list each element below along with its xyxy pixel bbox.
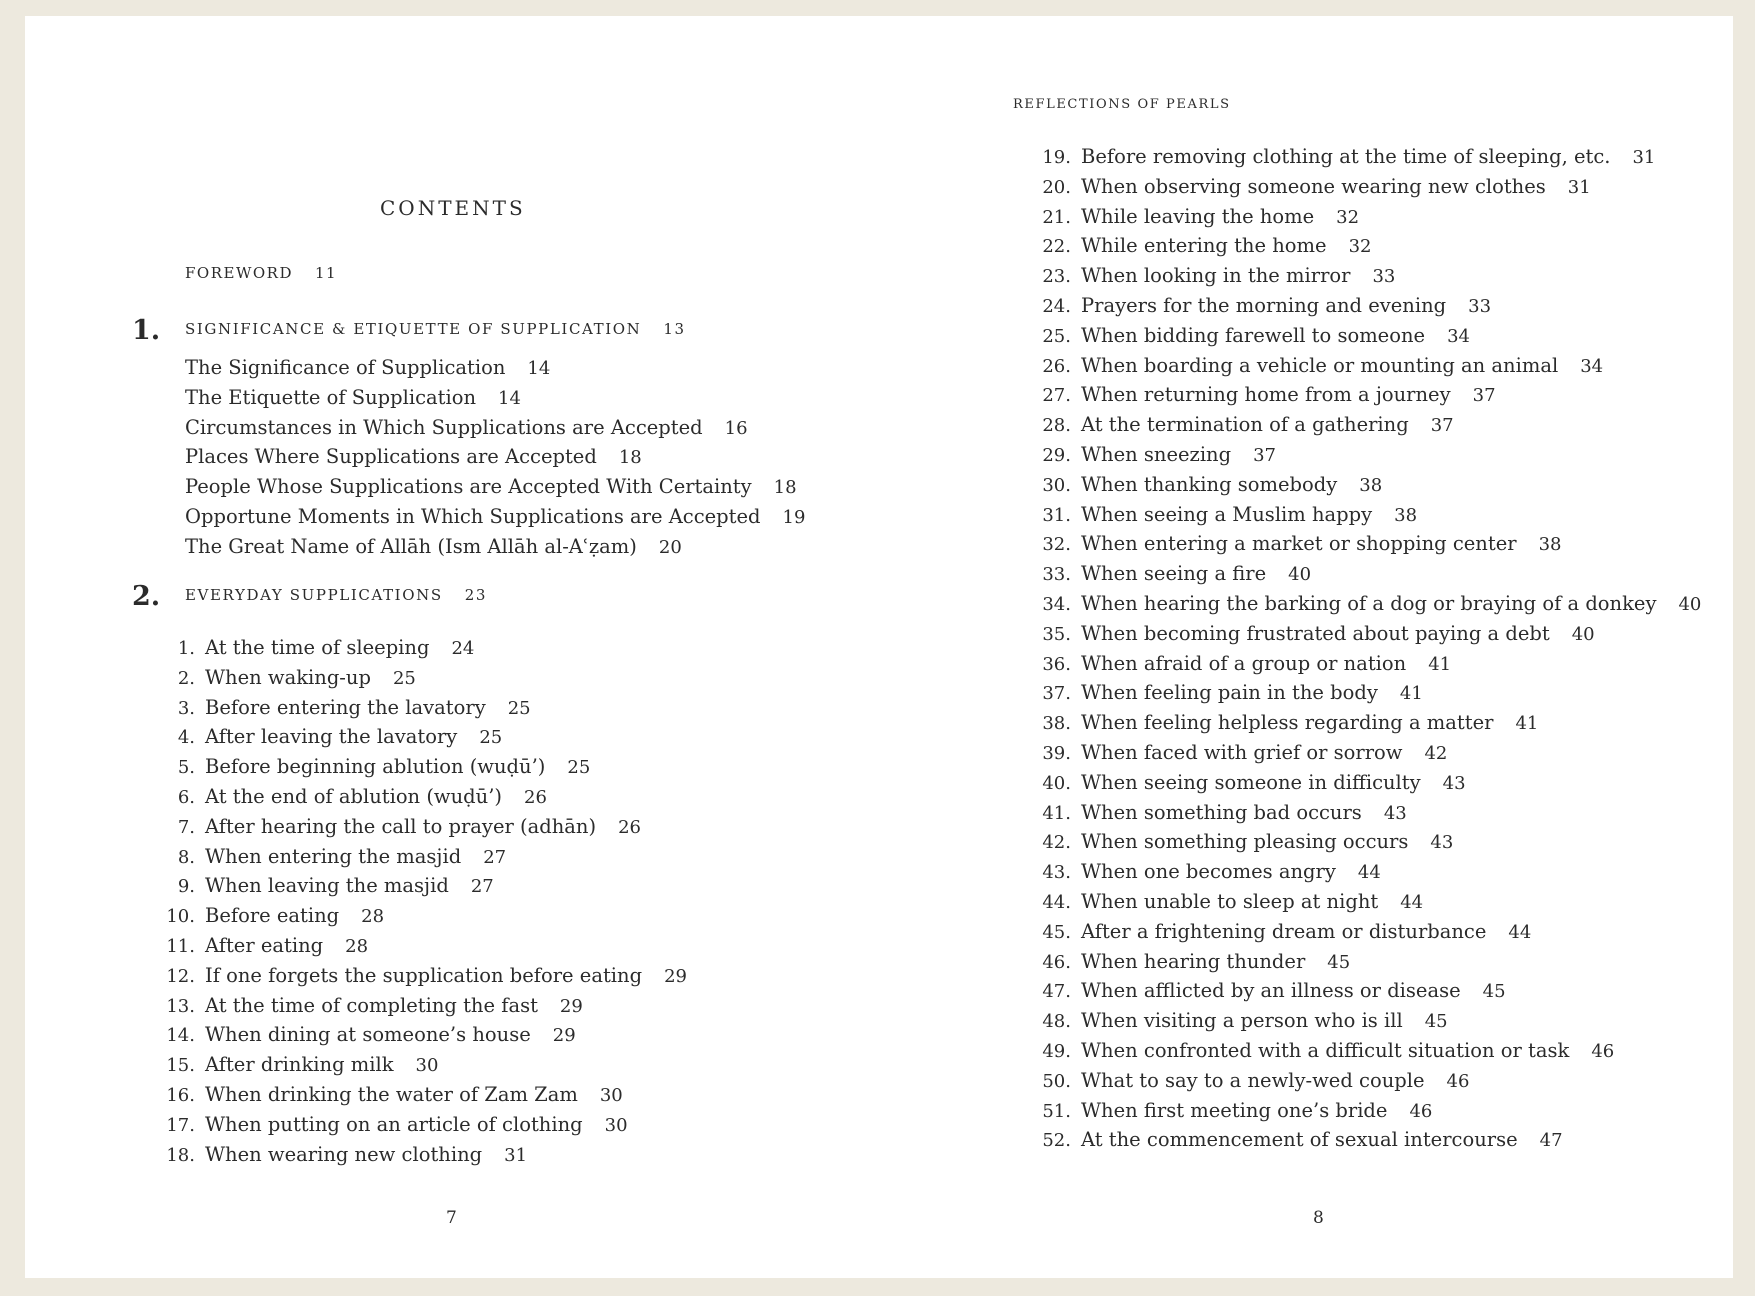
entry-number: 40. — [1042, 772, 1071, 794]
entry-page: 26 — [524, 786, 547, 808]
entry-page: 32 — [1348, 236, 1372, 258]
entry-page: 41 — [1515, 713, 1539, 735]
entry-title: When hearing thunder — [1081, 949, 1306, 973]
toc-entry — [155, 752, 687, 782]
entry-page: 44 — [1357, 862, 1381, 884]
toc-entry — [1031, 351, 1701, 381]
entry-page: 38 — [1538, 534, 1562, 556]
entry-number: 41. — [1042, 802, 1071, 824]
toc-entry — [155, 693, 687, 723]
entry-number: 52. — [1042, 1130, 1071, 1152]
toc-entry — [1031, 976, 1701, 1006]
entry-number: 1. — [177, 638, 195, 659]
entry-number: 34. — [1042, 593, 1071, 615]
entry-number: 7. — [177, 816, 195, 838]
toc-entry — [155, 991, 687, 1021]
entry-title: When thanking somebody — [1081, 472, 1338, 496]
entry-number: 3. — [177, 697, 195, 719]
entry-title: After eating — [205, 933, 324, 957]
entry-title: When feeling helpless regarding a matter — [1081, 711, 1494, 735]
entry-page: 27 — [483, 846, 507, 868]
entry-title: When seeing a Muslim happy — [1081, 502, 1373, 526]
entry-title: When putting on an article of clothing — [205, 1112, 583, 1136]
entry-page: 45 — [1482, 981, 1506, 1003]
entry-title: When something bad occurs — [1081, 800, 1362, 824]
toc-entry — [1031, 410, 1701, 440]
entry-title: When hearing the barking of a dog or braying of a donkey — [1081, 591, 1657, 615]
entry-page: 37 — [1430, 415, 1454, 437]
entry-page: 43 — [1383, 802, 1407, 824]
toc-entry — [1031, 321, 1701, 351]
entry-page: 38 — [1359, 474, 1383, 496]
entry-title: When observing someone wearing new clothes — [1081, 174, 1546, 198]
entry-page: 33 — [1468, 295, 1492, 317]
entry-page: 38 — [1394, 504, 1418, 526]
entry-title: When entering the masjid — [205, 844, 462, 868]
entry-page: 46 — [1591, 1040, 1615, 1062]
entry-title: When unable to sleep at night — [1081, 889, 1379, 913]
entry-title: When confronted with a difficult situation or task — [1081, 1038, 1570, 1062]
entry-number: 9. — [177, 876, 195, 898]
toc-entry — [1031, 172, 1701, 202]
entry-title: At the termination of a gathering — [1081, 413, 1409, 437]
entry-page: 43 — [1430, 832, 1454, 854]
entry-title: Prayers for the morning and evening — [1081, 293, 1447, 317]
entry-number: 20. — [1042, 176, 1071, 198]
entry-page: 32 — [1336, 206, 1360, 228]
entry-title: Circumstances in Which Supplications are Accepted — [185, 415, 703, 439]
entry-title: When seeing a fire — [1081, 562, 1267, 586]
entry-number: 50. — [1042, 1070, 1071, 1092]
entry-page: 37 — [1472, 385, 1496, 407]
entry-number: 17. — [166, 1114, 195, 1136]
entry-title: After hearing the call to prayer (adhān) — [205, 814, 597, 838]
toc-entry — [155, 901, 687, 931]
toc-entry — [1031, 678, 1701, 708]
entry-page: 25 — [392, 667, 416, 689]
entry-title: When faced with grief or sorrow — [1081, 740, 1403, 764]
entry-title: When wearing new clothing — [205, 1142, 483, 1166]
entry-number: 27. — [1042, 385, 1071, 407]
entry-number: 12. — [166, 965, 195, 987]
entry-title: When returning home from a journey — [1081, 383, 1451, 407]
entry-number: 23. — [1042, 266, 1071, 288]
entry-title: The Significance of Supplication — [185, 356, 506, 379]
toc-entry — [1031, 231, 1701, 261]
toc-entry — [155, 1050, 687, 1080]
entry-title: Before removing clothing at the time of sleeping, etc. — [1081, 145, 1611, 168]
toc-entry — [1031, 798, 1701, 828]
entry-number: 31. — [1042, 504, 1071, 526]
toc-entry — [1031, 589, 1701, 619]
toc-entry — [155, 812, 687, 842]
entry-title: When afraid of a group or nation — [1081, 651, 1407, 675]
toc-entry — [1031, 1006, 1701, 1036]
entry-title: When becoming frustrated about paying a debt — [1081, 621, 1550, 645]
entry-page: 30 — [604, 1114, 628, 1136]
entry-title: Before entering the lavatory — [205, 695, 486, 719]
toc-entry — [1031, 529, 1701, 559]
toc-entry — [1031, 1125, 1701, 1155]
chapter-1-title: SIGNIFICANCE & ETIQUETTE OF SUPPLICATION — [185, 320, 642, 338]
entry-page: 40 — [1288, 564, 1312, 586]
entry-title: If one forgets the supplication before eating — [205, 963, 643, 987]
toc-entry — [155, 663, 687, 693]
entry-page: 29 — [559, 995, 583, 1017]
entry-number: 11. — [166, 935, 195, 957]
entry-page: 43 — [1442, 772, 1466, 794]
toc-entry — [1031, 291, 1701, 321]
entry-page: 41 — [1399, 683, 1423, 705]
entry-number: 8. — [177, 846, 195, 868]
entry-page: 16 — [724, 417, 748, 439]
entry-number: 21. — [1042, 206, 1071, 228]
entry-page: 28 — [345, 935, 369, 957]
entry-title: What to say to a newly-wed couple — [1081, 1068, 1425, 1092]
toc-entry — [1031, 380, 1701, 410]
toc-entry — [1031, 768, 1701, 798]
chapter-1-sections — [185, 353, 805, 562]
entry-title: Before beginning ablution (wuḍū’) — [205, 755, 546, 779]
toc-entry — [1031, 708, 1701, 738]
entry-title: When first meeting one’s bride — [1081, 1098, 1388, 1122]
entry-number: 45. — [1042, 921, 1071, 943]
toc-entry — [155, 633, 687, 663]
entry-page: 14 — [527, 358, 551, 379]
entry-number: 5. — [177, 757, 195, 779]
toc-entry — [155, 1020, 687, 1050]
entry-title: At the commencement of sexual intercourse — [1081, 1128, 1518, 1152]
entry-title: The Etiquette of Supplication — [185, 385, 477, 409]
entry-title: When dining at someone’s house — [205, 1023, 531, 1047]
entry-page: 46 — [1409, 1100, 1433, 1122]
entry-page: 30 — [415, 1055, 439, 1077]
entry-title: When leaving the masjid — [205, 874, 449, 898]
right-page — [879, 16, 1733, 1278]
entry-number: 14. — [166, 1025, 195, 1047]
entry-page: 25 — [507, 697, 531, 719]
chapter-2-entries — [155, 633, 687, 1169]
entry-title: After drinking milk — [205, 1053, 394, 1077]
entry-page: 42 — [1424, 742, 1448, 764]
entry-title: When bidding farewell to someone — [1081, 323, 1426, 347]
entry-number: 28. — [1042, 415, 1071, 437]
toc-entry — [1031, 1036, 1701, 1066]
entry-number: 35. — [1042, 623, 1071, 645]
entry-page: 47 — [1539, 1130, 1563, 1152]
entry-title: When waking-up — [205, 665, 371, 689]
entry-title: When boarding a vehicle or mounting an animal — [1081, 353, 1559, 377]
entry-page: 25 — [479, 727, 503, 749]
toc-entry — [1031, 649, 1701, 679]
entry-title: When drinking the water of Zam Zam — [205, 1082, 578, 1106]
toc-entry — [1031, 1066, 1701, 1096]
entry-title: When looking in the mirror — [1081, 264, 1351, 288]
toc-entry — [185, 353, 805, 383]
entry-title: When visiting a person who is ill — [1081, 1009, 1403, 1033]
toc-entry — [155, 1110, 687, 1140]
entry-number: 15. — [166, 1055, 195, 1077]
entry-page: 44 — [1400, 891, 1424, 913]
entry-title: While entering the home — [1081, 234, 1327, 258]
toc-entry — [155, 931, 687, 961]
foreword-page: 11 — [314, 264, 338, 282]
entry-number: 19. — [1042, 147, 1071, 168]
toc-entry — [185, 502, 805, 532]
entry-number: 26. — [1042, 355, 1071, 377]
entry-number: 48. — [1042, 1011, 1071, 1033]
toc-entry — [1031, 470, 1701, 500]
entry-number: 49. — [1042, 1040, 1071, 1062]
entry-number: 29. — [1042, 444, 1071, 466]
entry-number: 32. — [1042, 534, 1071, 556]
toc-entry — [1031, 887, 1701, 917]
folio-right: 8 — [1313, 1208, 1324, 1228]
entry-page: 18 — [618, 447, 642, 469]
entry-page: 26 — [618, 816, 641, 838]
entry-title: When entering a market or shopping center — [1081, 532, 1517, 556]
toc-entry — [155, 961, 687, 991]
toc-entry — [155, 1140, 687, 1170]
toc-entry — [1031, 1096, 1701, 1126]
toc-entry — [155, 871, 687, 901]
entry-number: 42. — [1042, 832, 1071, 854]
entry-title: After a frightening dream or disturbance — [1081, 919, 1487, 943]
entry-title: When sneezing — [1081, 442, 1232, 466]
entry-number: 25. — [1042, 325, 1071, 347]
entry-title: At the time of completing the fast — [205, 993, 538, 1017]
contents-title: CONTENTS — [380, 196, 526, 220]
entry-title: After leaving the lavatory — [205, 725, 458, 749]
foreword-entry — [185, 264, 337, 282]
toc-entry — [1031, 440, 1701, 470]
entry-page: 45 — [1327, 951, 1351, 973]
toc-entry — [1031, 619, 1701, 649]
toc-entry — [1031, 857, 1701, 887]
entry-page: 45 — [1424, 1011, 1448, 1033]
entry-number: 4. — [177, 727, 195, 749]
entry-number: 36. — [1042, 653, 1071, 675]
chapter-2-number: 2. — [132, 581, 161, 612]
right-page-entries — [1031, 142, 1701, 1155]
entry-number: 13. — [166, 995, 195, 1017]
entry-number: 6. — [177, 786, 195, 808]
chapter-2-heading — [185, 586, 487, 604]
entry-number: 30. — [1042, 474, 1071, 496]
running-head: REFLECTIONS OF PEARLS — [1013, 97, 1231, 112]
entry-page: 20 — [658, 536, 682, 558]
entry-title: When something pleasing occurs — [1081, 830, 1409, 854]
entry-page: 34 — [1447, 325, 1470, 347]
entry-number: 47. — [1042, 981, 1071, 1003]
entry-page: 19 — [782, 506, 806, 528]
entry-page: 29 — [552, 1025, 576, 1047]
toc-entry — [1031, 947, 1701, 977]
toc-entry — [185, 383, 805, 413]
toc-entry — [185, 413, 805, 443]
entry-number: 39. — [1042, 742, 1071, 764]
entry-page: 44 — [1508, 921, 1532, 943]
entry-title: While leaving the home — [1081, 204, 1315, 228]
toc-entry — [1031, 827, 1701, 857]
toc-entry — [185, 442, 805, 472]
entry-number: 38. — [1042, 713, 1071, 735]
entry-number: 37. — [1042, 683, 1071, 705]
chapter-2-title: EVERYDAY SUPPLICATIONS — [185, 586, 443, 604]
entry-page: 40 — [1678, 593, 1702, 615]
entry-title: Places Where Supplications are Accepted — [185, 445, 597, 469]
toc-entry — [1031, 142, 1701, 172]
entry-number: 22. — [1042, 236, 1071, 258]
entry-page: 40 — [1571, 623, 1595, 645]
chapter-1-page: 13 — [663, 320, 686, 338]
entry-number: 44. — [1042, 891, 1071, 913]
book-spread — [25, 16, 1733, 1278]
entry-title: At the time of sleeping — [205, 636, 430, 659]
entry-number: 16. — [166, 1084, 195, 1106]
entry-title: The Great Name of Allāh (Ism Allāh al-Aʿẓam) — [185, 534, 637, 558]
toc-entry — [1031, 917, 1701, 947]
entry-page: 14 — [498, 387, 521, 409]
entry-title: Before eating — [205, 904, 340, 928]
toc-entry — [1031, 202, 1701, 232]
entry-page: 28 — [361, 906, 385, 928]
entry-title: Opportune Moments in Which Supplications are Accepted — [185, 504, 761, 528]
toc-entry — [155, 1080, 687, 1110]
entry-number: 51. — [1042, 1100, 1071, 1122]
entry-page: 31 — [1567, 176, 1591, 198]
chapter-1-number: 1. — [132, 315, 161, 346]
entry-title: At the end of ablution (wuḍū’) — [205, 784, 503, 808]
entry-page: 18 — [773, 477, 797, 499]
entry-page: 46 — [1446, 1070, 1470, 1092]
toc-entry — [1031, 500, 1701, 530]
entry-title: When feeling pain in the body — [1081, 681, 1378, 705]
left-page — [25, 16, 879, 1278]
entry-page: 25 — [567, 757, 591, 779]
entry-page: 31 — [1632, 147, 1656, 168]
toc-entry — [155, 842, 687, 872]
toc-entry — [155, 722, 687, 752]
entry-title: When afflicted by an illness or disease — [1081, 979, 1461, 1003]
entry-title: When one becomes angry — [1081, 860, 1336, 884]
foreword-label: FOREWORD — [185, 264, 293, 282]
entry-number: 18. — [166, 1144, 195, 1166]
chapter-2-page: 23 — [464, 586, 487, 604]
entry-number: 24. — [1042, 295, 1071, 317]
toc-entry — [1031, 559, 1701, 589]
entry-page: 34 — [1580, 355, 1604, 377]
entry-page: 31 — [504, 1144, 528, 1166]
entry-number: 2. — [177, 667, 195, 689]
toc-entry — [155, 782, 687, 812]
chapter-1-heading — [185, 320, 686, 338]
entry-title: When seeing someone in difficulty — [1081, 770, 1421, 794]
entry-number: 46. — [1042, 951, 1071, 973]
toc-entry — [1031, 261, 1701, 291]
toc-entry — [185, 532, 805, 562]
entry-page: 41 — [1428, 653, 1452, 675]
entry-number: 10. — [166, 906, 195, 928]
toc-entry — [185, 472, 805, 502]
entry-number: 43. — [1042, 862, 1071, 884]
entry-page: 24 — [451, 638, 475, 659]
entry-page: 30 — [599, 1084, 623, 1106]
entry-number: 33. — [1042, 564, 1071, 586]
entry-page: 33 — [1372, 266, 1396, 288]
toc-entry — [1031, 738, 1701, 768]
entry-title: People Whose Supplications are Accepted With Certainty — [185, 475, 752, 499]
entry-page: 27 — [470, 876, 494, 898]
entry-page: 29 — [664, 965, 687, 987]
entry-page: 37 — [1253, 444, 1277, 466]
folio-left: 7 — [446, 1208, 457, 1228]
